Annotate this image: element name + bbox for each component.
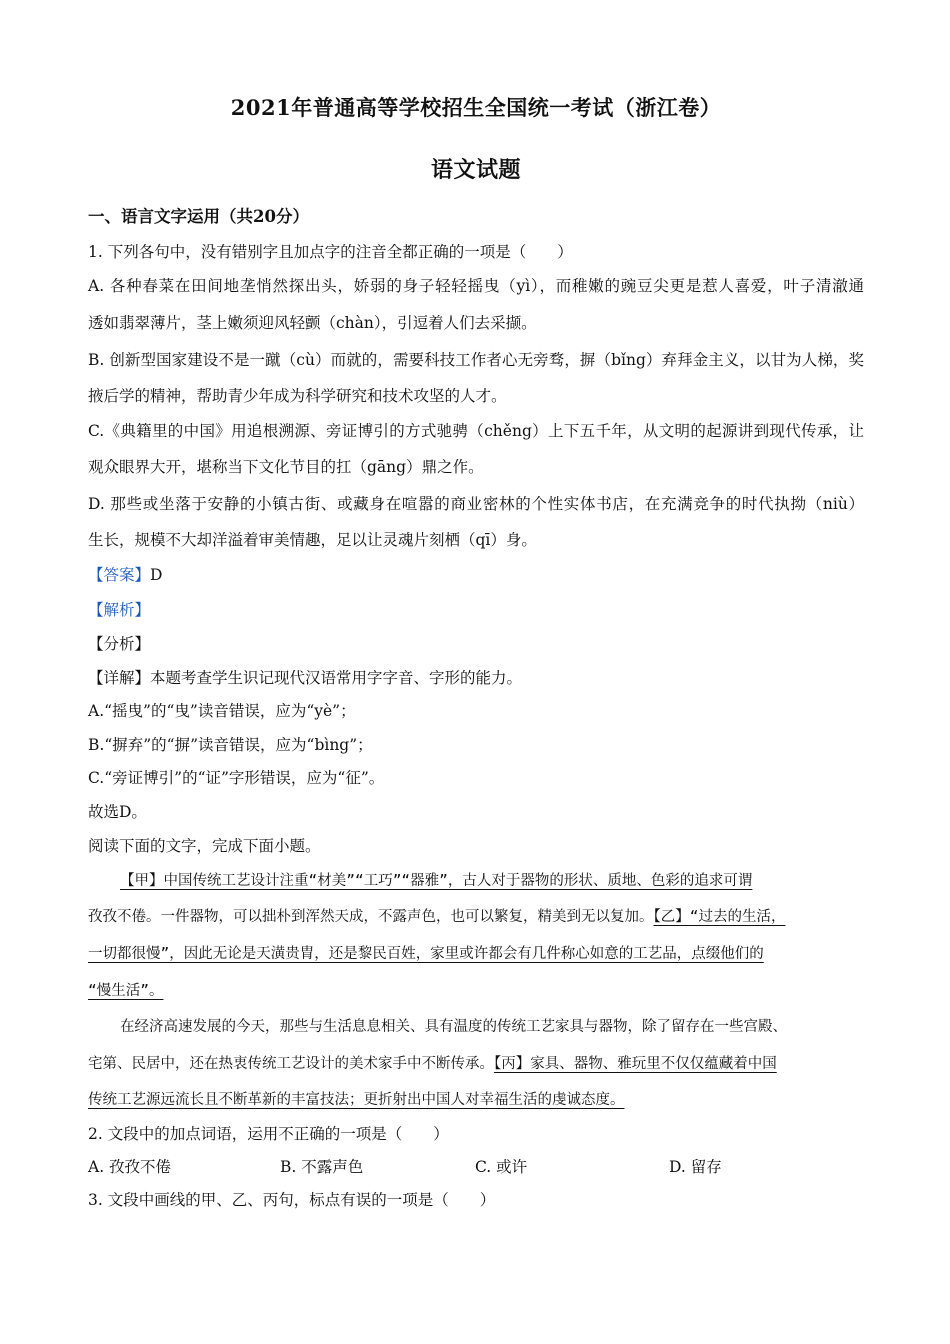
analysis-label: 【解析】	[88, 601, 151, 619]
passage-line-6	[88, 1054, 864, 1074]
question-1-stem: 1. 下列各句中，没有错别字且加点字的注音全都正确的一项是（ ）	[88, 243, 573, 261]
answer-label: 【答案】	[88, 566, 151, 584]
passage-bing-underline: 【丙】家具、器物、雅玩里不仅仅蕴藏着中国	[494, 1056, 777, 1072]
option-d-line-1: D. 那些或坐落于安静的小镇古街、或藏身在喧嚣的商业密林的个性实体书店，在充满竞争的时代执拗（niù）	[88, 495, 864, 513]
q2-option-a: A. 孜孜不倦	[88, 1158, 172, 1176]
passage-yi-underline-end: “慢生活”。	[88, 983, 164, 999]
exam-subtitle: 语文试题	[430, 157, 521, 183]
passage-yi-underline-cont: 一切都很慢”，因此无论是天潢贵胄，还是黎民百姓，家里或许都会有几件称心如意的工艺品，点缀他们的	[88, 946, 764, 962]
q2-option-d: D. 留存	[669, 1158, 722, 1176]
passage-bing-underline-cont: 传统工艺源远流长且不断革新的丰富技法；更折射出中国人对幸福生活的虔诚态度。	[88, 1092, 625, 1108]
question-3-stem: 3. 文段中画线的甲、乙、丙句，标点有误的一项是（ ）	[88, 1191, 496, 1209]
passage-text-2: 宅第、民居中，还在热衷传统工艺设计的美术家手中不断传承。	[88, 1056, 494, 1072]
option-b-line-2: 掖后学的精神，帮助青少年成为科学研究和技术攻坚的人才。	[88, 387, 507, 405]
option-a-line-2: 透如翡翠薄片，茎上嫩须迎风轻颤（chàn），引逗着人们去采撷。	[88, 314, 537, 332]
reading-instruction: 阅读下面的文字，完成下面小题。	[88, 837, 321, 855]
analysis-heading: 【分析】	[88, 635, 151, 653]
q2-option-c: C. 或许	[475, 1158, 528, 1176]
explanation-a: A.“摇曳”的“曳”读音错误，应为“yè”；	[88, 702, 356, 720]
explanation-c: C.“旁证博引”的“证”字形错误，应为“征”。	[88, 769, 385, 787]
option-a-line-1: A. 各种春菜在田间地垄悄然探出头，娇弱的身子轻轻摇曳（yì），而稚嫩的豌豆尖更是惹人喜爱，叶子清澈通	[88, 277, 864, 295]
passage-line-3	[88, 944, 864, 964]
question-2-stem: 2. 文段中的加点词语，运用不正确的一项是（ ）	[88, 1125, 449, 1143]
question-2-options	[88, 1157, 864, 1179]
explanation-b: B.“摒弃”的“摒”读音错误，应为“bìng”；	[88, 736, 373, 754]
passage-yi-underline: 【乙】“过去的生活，	[653, 909, 786, 925]
answer-value: D	[150, 566, 163, 584]
section-heading: 一、语言文字运用（共20分）	[88, 207, 309, 226]
passage-jia-underline: 【甲】中国传统工艺设计注重“材美”“工巧”“器雅”，古人对于器物的形状、质地、色彩的追求可谓	[120, 873, 753, 889]
passage-line-2	[88, 907, 864, 927]
passage-line-4	[88, 981, 864, 1001]
q2-option-b: B. 不露声色	[280, 1158, 364, 1176]
passage-line-1	[88, 871, 864, 891]
option-b-line-1: B. 创新型国家建设不是一蹴（cù）而就的，需要科技工作者心无旁骛，摒（bǐng）弃拜金主义，以甘为人梯，奖	[88, 351, 864, 369]
option-c-line-2: 观众眼界大开，堪称当下文化节目的扛（gāng）鼎之作。	[88, 458, 484, 476]
passage-line-7	[88, 1090, 864, 1110]
option-c-line-1: C.《典籍里的中国》用追根溯源、旁证博引的方式驰骋（chěng）上下五千年，从文明的起源讲到现代传承，让	[88, 422, 864, 440]
passage-line-5: 在经济高速发展的今天，那些与生活息息相关、具有温度的传统工艺家具与器物，除了留存在一些宫殿、	[120, 1019, 787, 1035]
option-d-line-2: 生长，规模不大却洋溢着审美情趣，足以让灵魂片刻栖（qī）身。	[88, 531, 537, 549]
detail-text: 【详解】本题考查学生识记现代汉语常用字字音、字形的能力。	[88, 669, 523, 687]
choose-answer: 故选D。	[88, 803, 147, 821]
answer-row	[88, 565, 864, 585]
passage-text: 孜孜不倦。一件器物，可以拙朴到浑然天成，不露声色，也可以繁复，精美到无以复加。	[88, 909, 654, 925]
exam-title: 2021年普通高等学校招生全国统一考试（浙江卷）	[230, 95, 722, 120]
